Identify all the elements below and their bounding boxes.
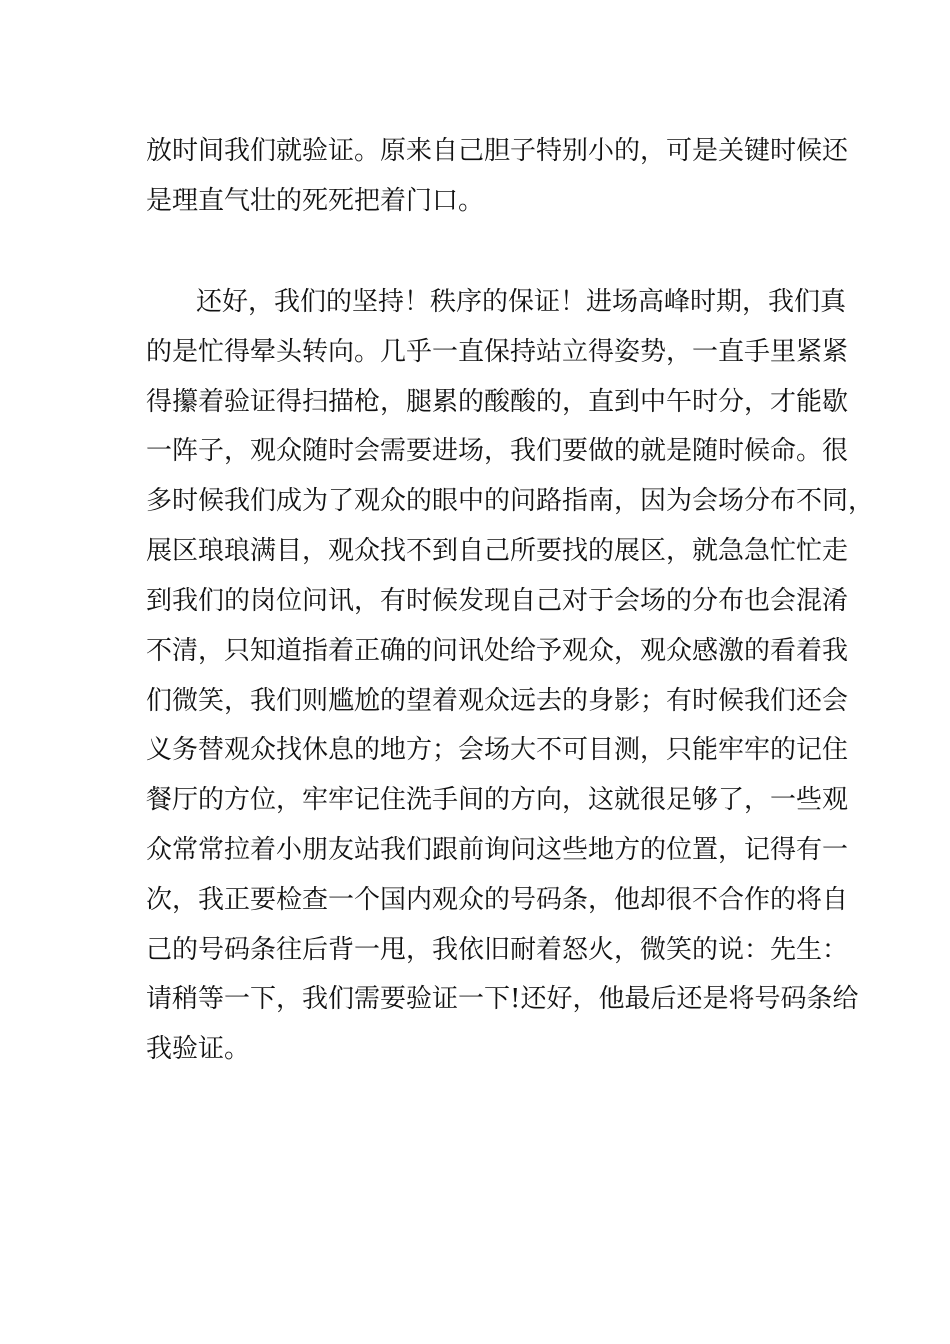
text-line: 不清，只知道指着正确的问讯处给予观众，观众感激的看着我 — [146, 636, 849, 666]
text-line: 放时间我们就验证。原来自己胆子特别小的，可是关键时候还 — [146, 136, 849, 166]
text-line: 请稍等一下，我们需要验证一下!还好，他最后还是将号码条给 — [146, 984, 859, 1014]
text-line: 一阵子，观众随时会需要进场，我们要做的就是随时候命。很 — [146, 436, 849, 466]
text-line: 是理直气壮的死死把着门口。 — [146, 186, 485, 216]
text-line: 餐厅的方位，牢牢记住洗手间的方向，这就很足够了，一些观 — [146, 785, 849, 815]
text-line: 得攥着验证得扫描枪，腿累的酸酸的，直到中午时分，才能歇 — [146, 387, 849, 417]
text-line: 们微笑，我们则尴尬的望着观众远去的身影；有时候我们还会 — [146, 686, 849, 716]
text-line: 众常常拉着小朋友站我们跟前询问这些地方的位置，记得有一 — [146, 835, 849, 865]
text-line: 多时候我们成为了观众的眼中的问路指南，因为会场分布不同， — [146, 486, 875, 516]
text-line: 还好，我们的坚持！秩序的保证！进场高峰时期，我们真 — [196, 287, 847, 317]
text-line: 到我们的岗位问讯，有时候发现自己对于会场的分布也会混淆 — [146, 586, 849, 616]
text-line: 次，我正要检查一个国内观众的号码条，他却很不合作的将自 — [146, 885, 849, 915]
text-line: 义务替观众找休息的地方；会场大不可目测，只能牢牢的记住 — [146, 735, 849, 765]
text-line: 己的号码条往后背一甩，我依旧耐着怒火，微笑的说：先生： — [146, 935, 849, 965]
text-line: 的是忙得晕头转向。几乎一直保持站立得姿势，一直手里紧紧 — [146, 337, 849, 367]
text-line: 我验证。 — [146, 1034, 251, 1064]
text-line: 展区琅琅满目，观众找不到自己所要找的展区，就急急忙忙走 — [146, 536, 849, 566]
